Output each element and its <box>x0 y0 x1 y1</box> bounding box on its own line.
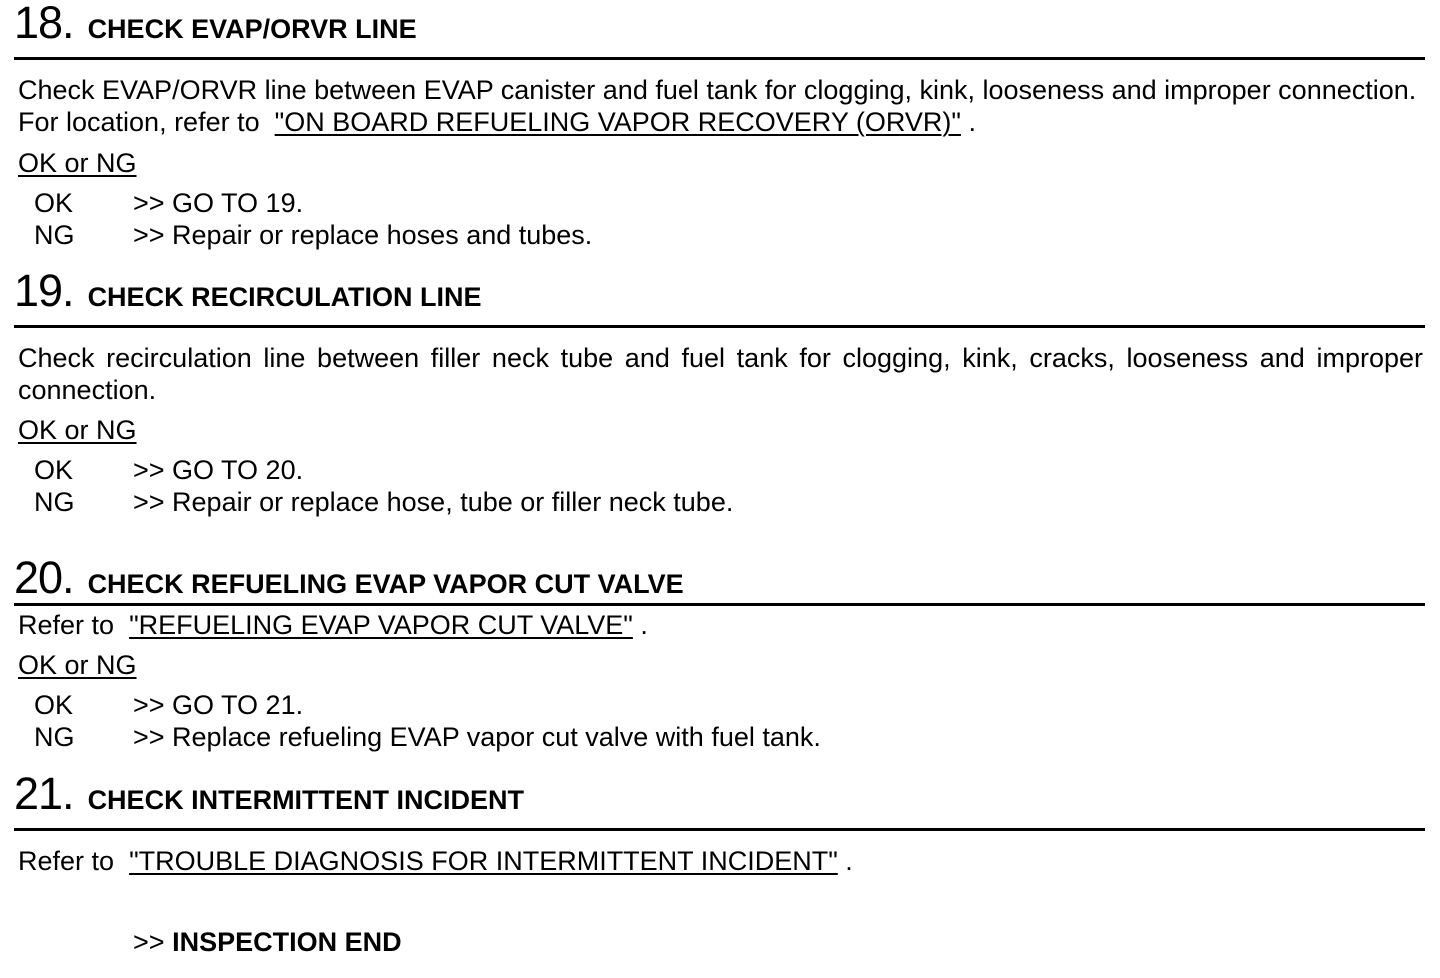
result-action: >> GO TO 19. <box>133 188 304 218</box>
step-20-heading <box>14 552 684 603</box>
step-21-body-suffix: . <box>845 846 853 876</box>
step-19-rule <box>14 325 1425 328</box>
result-action: >> GO TO 21. <box>133 690 304 720</box>
intermittent-incident-link[interactable]: "TROUBLE DIAGNOSIS FOR INTERMITTENT INCIDENT" <box>129 846 838 876</box>
step-21-title: CHECK INTERMITTENT INCIDENT <box>87 785 525 815</box>
step-19-ok-or-ng: OK or NG <box>18 415 137 445</box>
result-code: NG <box>34 220 75 250</box>
step-20-body <box>18 609 648 641</box>
inspection-end <box>133 926 402 958</box>
result-action: >> Replace refueling EVAP vapor cut valve with fuel tank. <box>133 722 821 752</box>
orvr-link[interactable]: "ON BOARD REFUELING VAPOR RECOVERY (ORVR)" <box>274 107 961 137</box>
step-18-number: 18. <box>14 0 74 48</box>
step-18-body <box>18 74 1423 138</box>
result-code: OK <box>34 188 74 218</box>
step-20-ok-or-ng: OK or NG <box>18 650 137 680</box>
result-code: OK <box>34 690 74 720</box>
step-21-number: 21. <box>14 768 74 819</box>
step-20-body-text: Refer to <box>18 610 115 640</box>
inspection-end-label: INSPECTION END <box>172 927 402 957</box>
step-18-ok-or-ng: OK or NG <box>18 148 137 178</box>
result-action: >> GO TO 20. <box>133 455 304 485</box>
result-code: OK <box>34 455 74 485</box>
step-20-title: CHECK REFUELING EVAP VAPOR CUT VALVE <box>87 569 684 599</box>
vapor-cut-valve-link[interactable]: "REFUELING EVAP VAPOR CUT VALVE" <box>129 610 633 640</box>
step-18-title: CHECK EVAP/ORVR LINE <box>87 14 417 44</box>
step-21-body <box>18 845 853 877</box>
result-code: NG <box>34 487 75 517</box>
step-18-body-suffix: . <box>968 107 976 137</box>
step-20-number: 20. <box>14 552 74 603</box>
step-19-number: 19. <box>14 265 74 316</box>
result-action: >> Repair or replace hoses and tubes. <box>133 220 593 250</box>
step-18-rule <box>14 57 1425 60</box>
step-19-heading <box>14 265 482 316</box>
result-action: >> Repair or replace hose, tube or filler neck tube. <box>133 487 734 517</box>
step-19-body: Check recirculation line between filler neck tube and fuel tank for clogging, kink, cracks, looseness and improper connection. <box>18 343 1423 405</box>
step-21-body-text: Refer to <box>18 846 115 876</box>
step-21-rule <box>14 828 1425 831</box>
step-19-title: CHECK RECIRCULATION LINE <box>87 282 482 312</box>
inspection-end-prefix: >> <box>133 927 165 957</box>
step-18-body-text: Check EVAP/ORVR line between EVAP canister and fuel tank for clogging, kink, looseness and improper connection. For location, refer to <box>18 75 1417 137</box>
step-21-heading <box>14 768 525 819</box>
step-20-rule <box>14 603 1425 606</box>
step-18-heading <box>14 0 417 48</box>
step-20-body-suffix: . <box>640 610 648 640</box>
result-code: NG <box>34 722 75 752</box>
